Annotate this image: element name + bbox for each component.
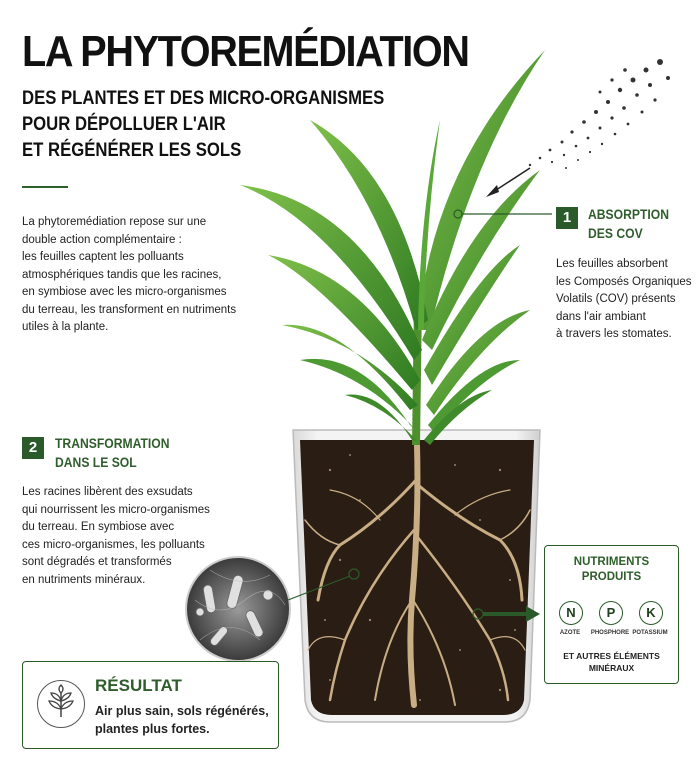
intro-line: les feuilles captent les polluants — [22, 251, 184, 263]
step2-line: Les racines libèrent des exsudats — [22, 486, 193, 498]
subtitle-line: ET RÉGÉNÉRER LES SOLS — [22, 140, 242, 161]
plant-leaves — [240, 50, 545, 445]
step1-line: à travers les stomates. — [556, 328, 672, 340]
step1-line: dans l'air ambiant — [556, 310, 646, 323]
intro-line: du terreau, les transforment en nutriments — [22, 303, 237, 316]
subtitle-line: DES PLANTES ET DES MICRO-ORGANISMES — [22, 88, 385, 109]
step1-title-line: DES COV — [588, 226, 643, 241]
step2-line: sont dégradés et transformés — [22, 556, 172, 568]
nutrient-symbol: K — [639, 601, 663, 625]
intro-line: double action complémentaire : — [22, 233, 182, 246]
nutrient-symbol: N — [559, 601, 583, 625]
step2-line: du terreau. En symbiose avec — [22, 521, 175, 533]
step2-title-line: DANS LE SOL — [55, 455, 137, 470]
leaf-icon — [37, 680, 85, 728]
nutrient-symbol: P — [599, 601, 623, 625]
intro-line: utiles à la plante. — [22, 321, 109, 333]
nutrients-footer — [545, 650, 678, 674]
nutrients-title-line: NUTRIMENTS — [573, 556, 650, 568]
result-panel — [22, 661, 279, 749]
step-number-badge: 1 — [556, 207, 578, 229]
step-number-badge: 2 — [22, 437, 44, 459]
nutrients-panel — [544, 545, 679, 684]
step2-line: en nutriments minéraux. — [22, 573, 146, 586]
step2-title — [55, 434, 170, 472]
arrow-icon — [486, 185, 499, 197]
step1-text — [556, 256, 692, 344]
pollutant-particles — [529, 59, 670, 169]
step2-line: qui nourrissent les micro-organismes — [22, 503, 210, 516]
subtitle-line: POUR DÉPOLLUER L'AIR — [22, 114, 226, 135]
step1-title — [588, 205, 669, 243]
step1-line: les Composés Organiques — [556, 275, 692, 288]
nutrients-title — [545, 555, 678, 585]
page-title: LA PHYTOREMÉDIATION — [22, 27, 469, 76]
intro-line: en symbiose avec les micro-organismes — [22, 286, 227, 298]
nutrients-footer-line: ET AUTRES ÉLÉMENTS — [563, 651, 660, 661]
step2-text — [22, 484, 210, 589]
result-line: Air plus sain, sols régénérés, — [95, 704, 269, 718]
step2-title-line: TRANSFORMATION — [55, 436, 170, 451]
step1-line: Volatils (COV) présents — [556, 293, 676, 305]
nutrients-title-line: PRODUITS — [581, 571, 642, 583]
intro-line: atmosphériques tandis que les racines, — [22, 268, 222, 281]
step1-line: Les feuilles absorbent — [556, 258, 668, 270]
nutrient-label: AZOTE — [559, 630, 581, 636]
nutrients-footer-line: MINÉRAUX — [588, 663, 635, 673]
nutrient-label: PHOSPHORE — [590, 630, 630, 636]
result-line: plantes plus fortes. — [95, 722, 210, 736]
result-title: RÉSULTAT — [95, 676, 182, 695]
step1-title-line: ABSORPTION — [588, 207, 670, 222]
nutrient-label: POTASSIUM — [632, 630, 668, 636]
intro-line: La phytoremédiation repose sur une — [22, 216, 207, 228]
step2-line: ces micro-organismes, les polluants — [22, 538, 205, 551]
result-text — [95, 702, 269, 738]
